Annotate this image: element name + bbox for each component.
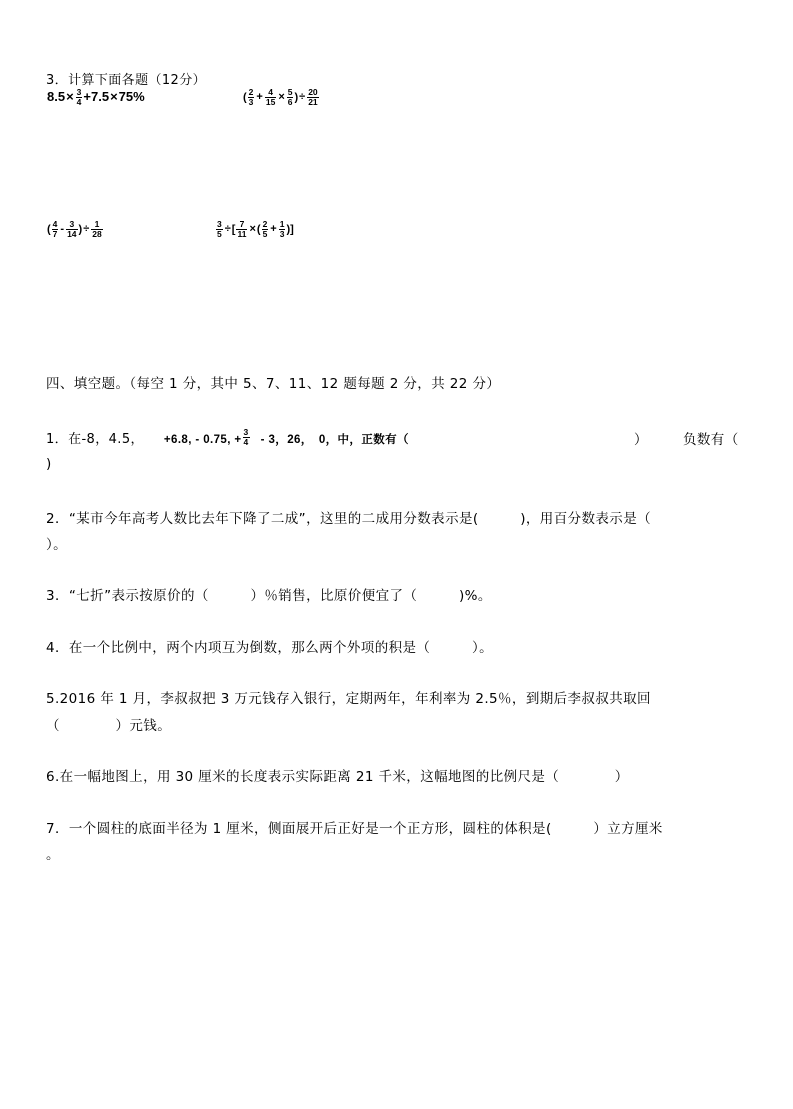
denominator: 3	[279, 229, 285, 239]
question-5-line2: （ ）元钱。	[46, 718, 172, 734]
fraction	[265, 88, 276, 107]
fraction	[236, 220, 247, 239]
numerator: 5	[287, 87, 293, 97]
minus-sign: -	[60, 223, 65, 236]
question-text: 负数有（	[683, 432, 739, 448]
question-7-line1: 7．一个圆柱的底面半径为 1 厘米，侧面展开后正好是一个正方形，圆柱的体积是( ）立方厘米	[46, 821, 663, 837]
question-text: - 3，26， 0，中，正数有（	[260, 434, 409, 446]
fraction	[66, 220, 77, 239]
numerator: 20	[308, 87, 318, 97]
times-sign: ×	[110, 88, 118, 104]
numerator: 1	[279, 219, 285, 229]
answer-blank-close: )	[46, 456, 52, 472]
fraction	[307, 88, 318, 107]
question-1	[46, 428, 409, 447]
question-2-line2: ）。	[46, 537, 68, 553]
fraction	[262, 220, 269, 239]
divide-sign: ÷	[299, 91, 306, 104]
times-sign: ×	[66, 88, 74, 104]
question-text: 1．在-8，4.5，	[46, 432, 144, 447]
numerator: 2	[248, 87, 254, 97]
divide-sign: ÷	[224, 223, 231, 236]
question-2-line1: 2．“某市今年高考人数比去年下降了二成”，这里的二成用分数表示是( )，用百分数表示是（	[46, 511, 652, 527]
bracket: )]	[286, 223, 294, 236]
bracket: [	[231, 223, 236, 236]
paren: (	[47, 223, 51, 236]
denominator: 5	[262, 229, 268, 239]
fraction	[248, 88, 255, 107]
fraction	[279, 220, 286, 239]
fraction	[52, 220, 59, 239]
numerator: 3	[217, 219, 222, 229]
question-3: 3．“七折”表示按原价的（ ）％销售，比原价便宜了（ )%。	[46, 588, 492, 604]
numerator: 2	[262, 219, 268, 229]
fraction	[216, 220, 223, 239]
section3-heading: 3．计算下面各题（12分）	[46, 73, 207, 88]
question-5-line1: 5.2016 年 1 月，李叔叔把 3 万元钱存入银行，定期两年，年利率为 2.5％，到期后李叔叔共取回	[46, 691, 651, 707]
section4-heading: 四、填空题。（每空 1 分，其中 5、7、11、12 题每题 2 分，共 22 分）	[46, 376, 501, 392]
fraction	[243, 428, 250, 447]
paren: )	[294, 91, 299, 104]
question-4: 4．在一个比例中，两个内项互为倒数，那么两个外项的积是（ ）。	[46, 640, 494, 656]
paren: (	[243, 91, 247, 104]
fraction	[287, 88, 294, 107]
number-list: +6.8, - 0.75, +	[163, 434, 242, 446]
percent: 75%	[118, 88, 145, 104]
denominator: 5	[217, 229, 222, 239]
denominator: 3	[248, 97, 254, 107]
times-sign: ×	[278, 91, 285, 104]
numerator: 3	[76, 87, 82, 97]
question-7-line2: 。	[46, 847, 60, 863]
paren: (	[256, 223, 261, 236]
calc-problem-2	[243, 88, 320, 107]
divide-sign: ÷	[83, 223, 90, 236]
calc-problem-4	[215, 220, 294, 239]
denominator: 15	[265, 97, 276, 107]
denominator: 21	[308, 97, 318, 107]
plus-sign: +	[270, 223, 277, 236]
fraction	[91, 220, 102, 239]
denominator: 7	[52, 229, 58, 239]
calc-problem-1	[47, 88, 145, 107]
calc-problem-3	[47, 220, 104, 239]
paren: )	[78, 223, 83, 236]
number: +7.5	[83, 88, 110, 104]
numerator: 4	[52, 219, 58, 229]
numerator: 7	[236, 220, 247, 230]
answer-blank-close: ）	[634, 432, 648, 448]
denominator: 28	[92, 229, 102, 239]
numerator: 3	[243, 427, 249, 437]
times-sign: ×	[249, 223, 256, 236]
numerator: 1	[91, 220, 102, 230]
fraction	[76, 88, 83, 107]
denominator: 4	[76, 97, 82, 107]
numerator: 4	[265, 88, 276, 98]
plus-sign: +	[256, 91, 263, 104]
question-6: 6.在一幅地图上，用 30 厘米的长度表示实际距离 21 千米，这幅地图的比例尺是（ ）	[46, 769, 629, 785]
denominator: 4	[243, 437, 249, 447]
denominator: 14	[67, 229, 77, 239]
denominator: 6	[287, 97, 293, 107]
numerator: 3	[66, 220, 77, 230]
number: 8.5	[47, 88, 66, 104]
denominator: 11	[237, 229, 247, 239]
